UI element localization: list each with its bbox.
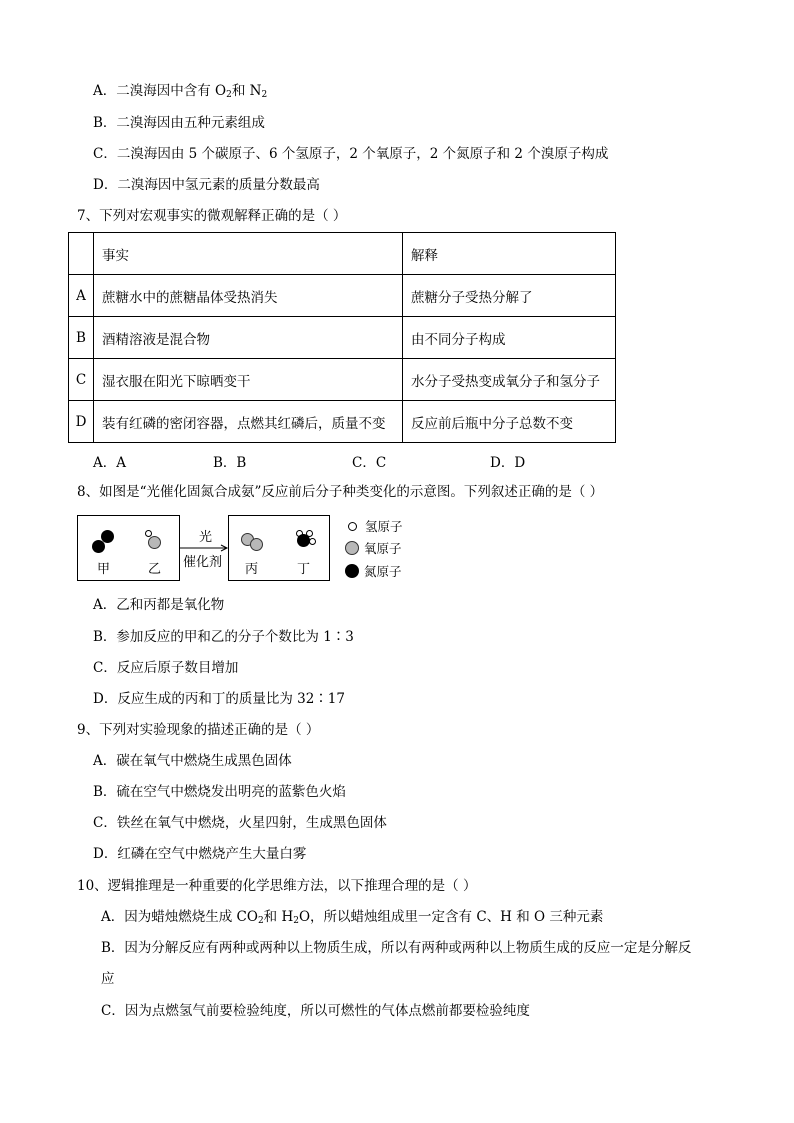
arrow-condition-catalyst: 催化剂: [183, 555, 223, 570]
q9-stem: 9、下列对实验现象的描述正确的是（ ）: [77, 722, 320, 738]
reactant-label-yi: 乙: [148, 562, 162, 577]
product-label-bing: 丙: [245, 562, 259, 577]
q6-option-a-text: A．二溴海因中含有 O: [93, 83, 227, 99]
row-fact: 湿衣服在阳光下晾晒变干: [94, 359, 403, 401]
row-label: D: [69, 401, 94, 443]
q10-option-b-line2: 应: [101, 971, 115, 987]
oxygen-atom: [250, 538, 263, 551]
row-explanation: 水分子受热变成氧分子和氢分子: [403, 359, 616, 401]
nitrogen-atom-icon: [345, 564, 359, 578]
q7-option-d: D．D: [490, 455, 526, 471]
q7-option-b: B．B: [213, 455, 247, 471]
q6-option-b: B．二溴海因由五种元素组成: [93, 115, 265, 131]
q10-option-a: [101, 908, 603, 930]
q9-option-c: C．铁丝在氧气中燃烧，火星四射，生成黑色固体: [93, 815, 387, 831]
hydrogen-atom-icon: [348, 522, 357, 531]
q10-option-b-line1: B．因为分解反应有两种或两种以上物质生成，所以有两种或两种以上物质生成的反应一定是分解反: [101, 940, 692, 956]
q6-option-c: C．二溴海因由 5 个碳原子、6 个氢原子，2 个氧原子，2 个氮原子和 2 个溴原子构成: [93, 146, 609, 162]
row-label: C: [69, 359, 94, 401]
row-fact: 酒精溶液是混合物: [94, 317, 403, 359]
q10-option-c: C．因为点燃氢气前要检验纯度，所以可燃性的气体点燃前都要检验纯度: [101, 1003, 530, 1019]
q7-table: [68, 232, 616, 443]
q10-option-a-text-end: O，所以蜡烛组成里一定含有 C、H 和 O 三种元素: [298, 909, 604, 925]
q7-option-c: C．C: [352, 455, 387, 471]
products-box: [228, 515, 330, 581]
q6-option-a: [93, 82, 267, 104]
table-row: [69, 401, 616, 443]
legend-item-hydrogen: [345, 517, 403, 535]
q10-option-a-text: A．因为蜡烛燃烧生成 CO: [101, 909, 258, 925]
q6-option-a-subscript: 2: [261, 90, 268, 100]
table-header-cell: 事实: [94, 233, 403, 275]
oxygen-atom-icon: [345, 541, 359, 555]
legend-label: 氧原子: [364, 541, 402, 556]
q10-option-a-subscript: 2: [257, 916, 264, 926]
row-explanation: 蔗糖分子受热分解了: [403, 275, 616, 317]
q8-option-b: B．参加反应的甲和乙的分子个数比为 1∶3: [93, 629, 354, 645]
nitrogen-atom: [101, 530, 114, 543]
table-header-row: [69, 233, 616, 275]
arrow-condition-light: 光: [199, 530, 213, 545]
row-explanation: 由不同分子构成: [403, 317, 616, 359]
q9-option-a: A．碳在氧气中燃烧生成黑色固体: [93, 753, 292, 769]
legend-label: 氮原子: [364, 564, 402, 579]
q7-stem: 7、下列对宏观事实的微观解释正确的是（ ）: [77, 208, 347, 224]
row-label: B: [69, 317, 94, 359]
table-row: [69, 275, 616, 317]
q10-option-a-text-mid: 和 H: [263, 909, 294, 925]
q6-option-d: D．二溴海因中氢元素的质量分数最高: [93, 177, 320, 193]
legend-item-oxygen: [345, 539, 402, 557]
product-label-ding: 丁: [297, 562, 311, 577]
q10-stem: 10、逻辑推理是一种重要的化学思维方法，以下推理合理的是（ ）: [77, 878, 477, 894]
hydrogen-atom: [309, 538, 316, 545]
legend-item-nitrogen: [345, 562, 402, 580]
table-header-cell: 解释: [403, 233, 616, 275]
row-explanation: 反应前后瓶中分子总数不变: [403, 401, 616, 443]
q10-option-a-subscript: 2: [293, 916, 299, 926]
q6-option-a-subscript: 2: [226, 90, 232, 100]
q8-option-a: A．乙和丙都是氧化物: [93, 597, 225, 613]
oxygen-atom: [148, 536, 161, 549]
q6-option-a-text-mid: 和 N: [231, 83, 262, 99]
reactant-label-jia: 甲: [97, 562, 111, 577]
table-row: [69, 359, 616, 401]
q8-option-c: C．反应后原子数目增加: [93, 660, 239, 676]
table-header-cell: [69, 233, 94, 275]
q8-stem: 8、如图是“光催化固氮合成氨”反应前后分子种类变化的示意图。下列叙述正确的是（ ）: [77, 484, 604, 500]
row-fact: 装有红磷的密闭容器，点燃其红磷后，质量不变: [94, 401, 403, 443]
q9-option-b: B．硫在空气中燃烧发出明亮的蓝紫色火焰: [93, 784, 346, 800]
row-label: A: [69, 275, 94, 317]
q9-option-d: D．红磷在空气中燃烧产生大量白雾: [93, 846, 307, 862]
legend-label: 氢原子: [365, 519, 403, 534]
table-row: [69, 317, 616, 359]
q8-option-d: D．反应生成的丙和丁的质量比为 32∶17: [93, 691, 345, 707]
reactants-box: [77, 515, 180, 581]
row-fact: 蔗糖水中的蔗糖晶体受热消失: [94, 275, 403, 317]
q7-option-a: A．A: [93, 455, 126, 471]
